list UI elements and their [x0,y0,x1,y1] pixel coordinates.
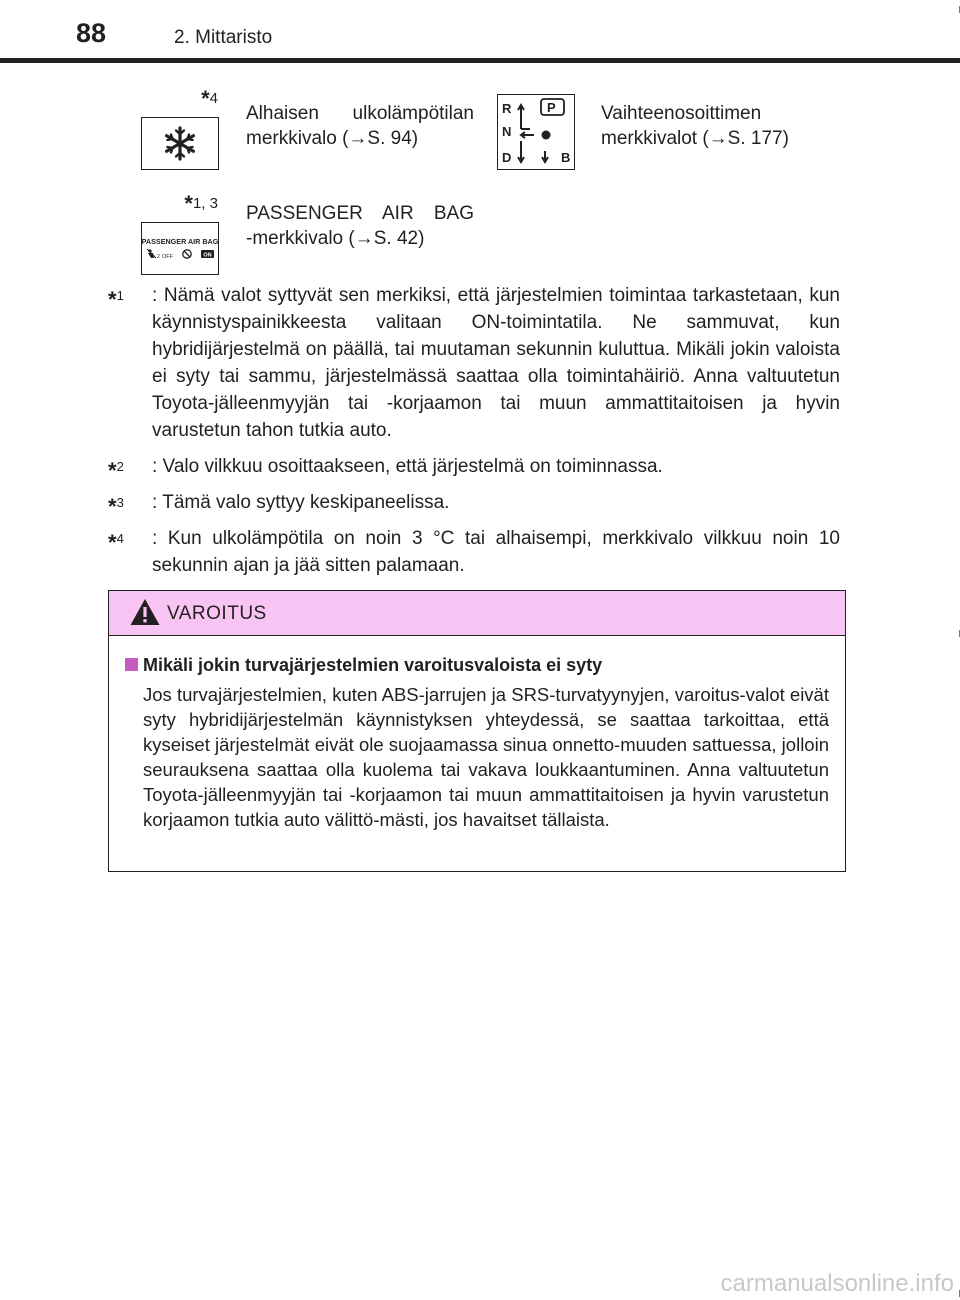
footnote-item: *$^4$ : Kun ulkolämpötila on noin 3 °C tai alhaisempi, merkkivalo vilkkuu noin 10 sekunnin ajan ja jää sitten palamaan. [108,525,840,579]
footnote-text: : Nämä valot syttyvät sen merkiksi, että järjestelmien toimintaa tarkastetaan, kun käynnistyspainikkeesta valitaan ON-toimintatila. Ne sammuvat, kun hybridijärjestelmä on päällä, tai muutaman sekunnin kuluttua. Mikäli jokin valoista ei syty tai sammu, järjestelmässä saattaa olla toimintahäiriö. Anna valtuutetun Toyota-jälleenmyyjän tai -korjaamon tai muun ammattitaitoisen ja hyvin varustetun tahon tutkia auto. [152,285,840,441]
footnote-mark: *4 [201,86,218,111]
section-title: 2. Mittaristo [174,27,273,48]
footnote-item: *$^1$ : Nämä valot syttyvät sen merkiksi, että järjestelmien toimintaa tarkastetaan, kun käynnistyspainikkeesta valitaan ON-toimintatila. Ne sammuvat, kun hybridijärjestelmä on päällä, tai muutaman sekunnin kuluttua. Mikäli jokin valoista ei syty tai sammu, järjestelmässä saattaa olla toimintahäiriö. Anna valtuutetun Toyota-jälleenmyyjän tai -korjaamon tai muun ammattitaitoisen ja hyvin varustetun tahon tutkia auto. [108,282,840,444]
page-reference: merkkivalot (→S. 177) [601,128,789,149]
icon-description [601,101,831,151]
icon-description [246,101,474,151]
gear-d-label: D [502,150,512,165]
snowflake-icon [141,117,219,170]
warning-title: VAROITUS [167,603,267,624]
footnote-text: : Kun ulkolämpötila on noin 3 °C tai alhaisempi, merkkivalo vilkkuu noin 10 sekunnin ajan ja jää sitten palamaan. [152,528,840,576]
header-rule [0,58,960,63]
airbag-title-text: PASSENGER AIR BAG [142,237,218,246]
footnote-mark: *1, 3 [184,191,218,216]
icon-label: PASSENGER AIR BAG [246,203,474,224]
footnotes [108,282,840,588]
page-header [0,0,960,64]
gear-n-label: N [502,124,512,139]
gear-r-label: R [502,101,512,116]
page-reference: merkkivalo (→S. 94) [246,128,419,149]
watermark: carmanualsonline.info [720,1270,954,1297]
footnote-text: : Tämä valo syttyy keskipaneelissa. [152,492,450,513]
passenger-air-bag-icon [141,222,219,275]
airbag-on-text: ON [203,252,212,259]
warning-box [108,590,846,872]
warning-header [109,591,845,636]
gear-p-label: P [547,100,556,115]
square-bullet-icon [125,658,138,671]
page-reference: -merkkivalo (→S. 42) [246,228,425,249]
warning-triangle-icon [129,597,161,627]
gear-shift-indicator-icon [497,94,575,170]
footnote-text: : Valo vilkkuu osoittaakseen, että järjestelmä on toiminnassa. [152,456,663,477]
icon-description [246,201,474,251]
page-number: 88 [76,18,107,48]
icon-label: Vaihteenosoittimen [601,103,762,124]
airbag-off-text: OFF [162,254,173,260]
gear-b-label: B [561,150,571,165]
warning-subheading: Mikäli jokin turvajärjestelmien varoitusvaloista ei syty [125,652,829,678]
warning-text: Jos turvajärjestelmien, kuten ABS-jarrujen ja SRS-turvatyynyjen, varoitus-valot eivät syty hybridijärjestelmän käynnistyksen yhteydessä, se saattaa tarkoittaa, että kyseiset järjestelmät eivät ole suojaamassa sinua onnetto-muuden sattuessa, jolloin seurauksena saattaa olla kuolema tai vakava loukkaantuminen. Anna valtuutetun Toyota-jälleenmyyjän tai -korjaamon tai muun ammattitaitoisen ja hyvin varustetun korjaamon tutkia auto välittö-mästi, jos havaitset tällaista. [143,684,829,830]
svg-text:2: 2 [157,254,160,260]
footnote-item: *$^2$ : Valo vilkkuu osoittaakseen, että järjestelmä on toiminnassa. [108,453,840,480]
footnote-item: *$^3$ : Tämä valo syttyy keskipaneelissa. [108,489,840,516]
icon-label: Alhaisen ulkolämpötilan [246,103,474,124]
warning-body [109,636,845,832]
